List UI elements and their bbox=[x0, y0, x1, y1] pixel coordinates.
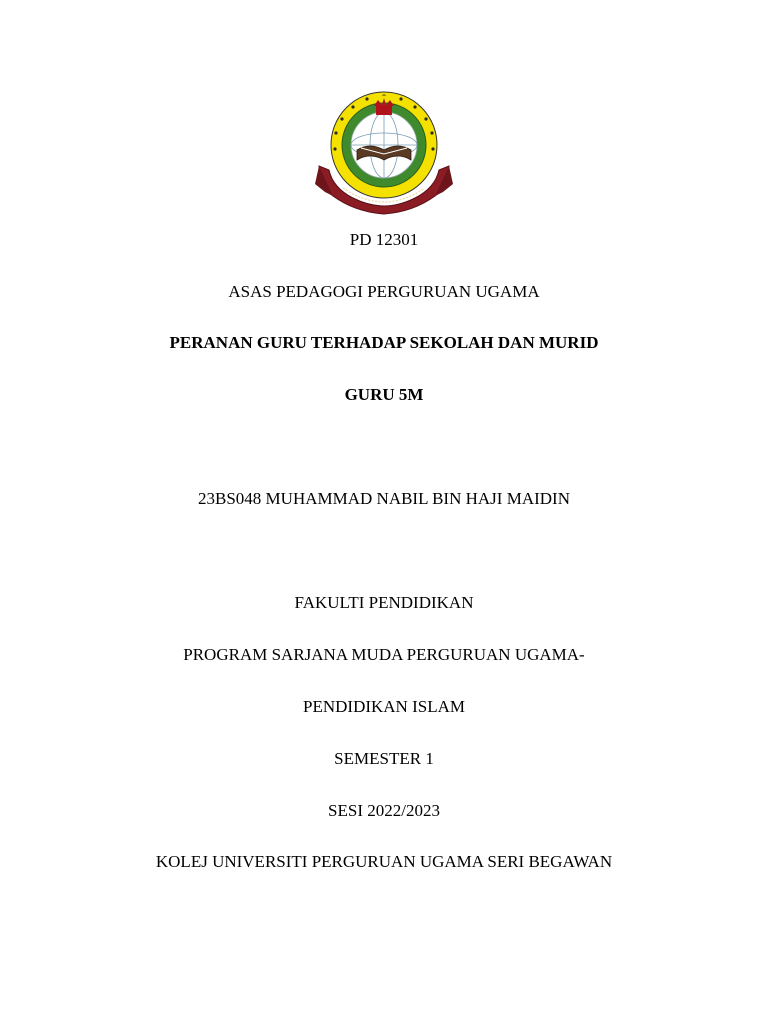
semester: SEMESTER 1 bbox=[334, 749, 434, 768]
assignment-title: PERANAN GURU TERHADAP SEKOLAH DAN MURID bbox=[169, 333, 599, 352]
program-line-2: PENDIDIKAN ISLAM bbox=[303, 697, 465, 716]
student-name: 23BS048 MUHAMMAD NABIL BIN HAJI MAIDIN bbox=[198, 489, 570, 508]
program-line-1: PROGRAM SARJANA MUDA PERGURUAN UGAMA- bbox=[183, 645, 585, 664]
university-crest-icon bbox=[315, 88, 453, 220]
course-code: PD 12301 bbox=[349, 230, 419, 249]
session: SESI 2022/2023 bbox=[328, 801, 440, 820]
institution-name: KOLEJ UNIVERSITI PERGURUAN UGAMA SERI BEGAWAN bbox=[155, 852, 613, 871]
assignment-subtitle: GURU 5M bbox=[344, 385, 424, 404]
course-title: ASAS PEDAGOGI PERGURUAN UGAMA bbox=[228, 282, 540, 301]
faculty-name: FAKULTI PENDIDIKAN bbox=[294, 593, 474, 612]
